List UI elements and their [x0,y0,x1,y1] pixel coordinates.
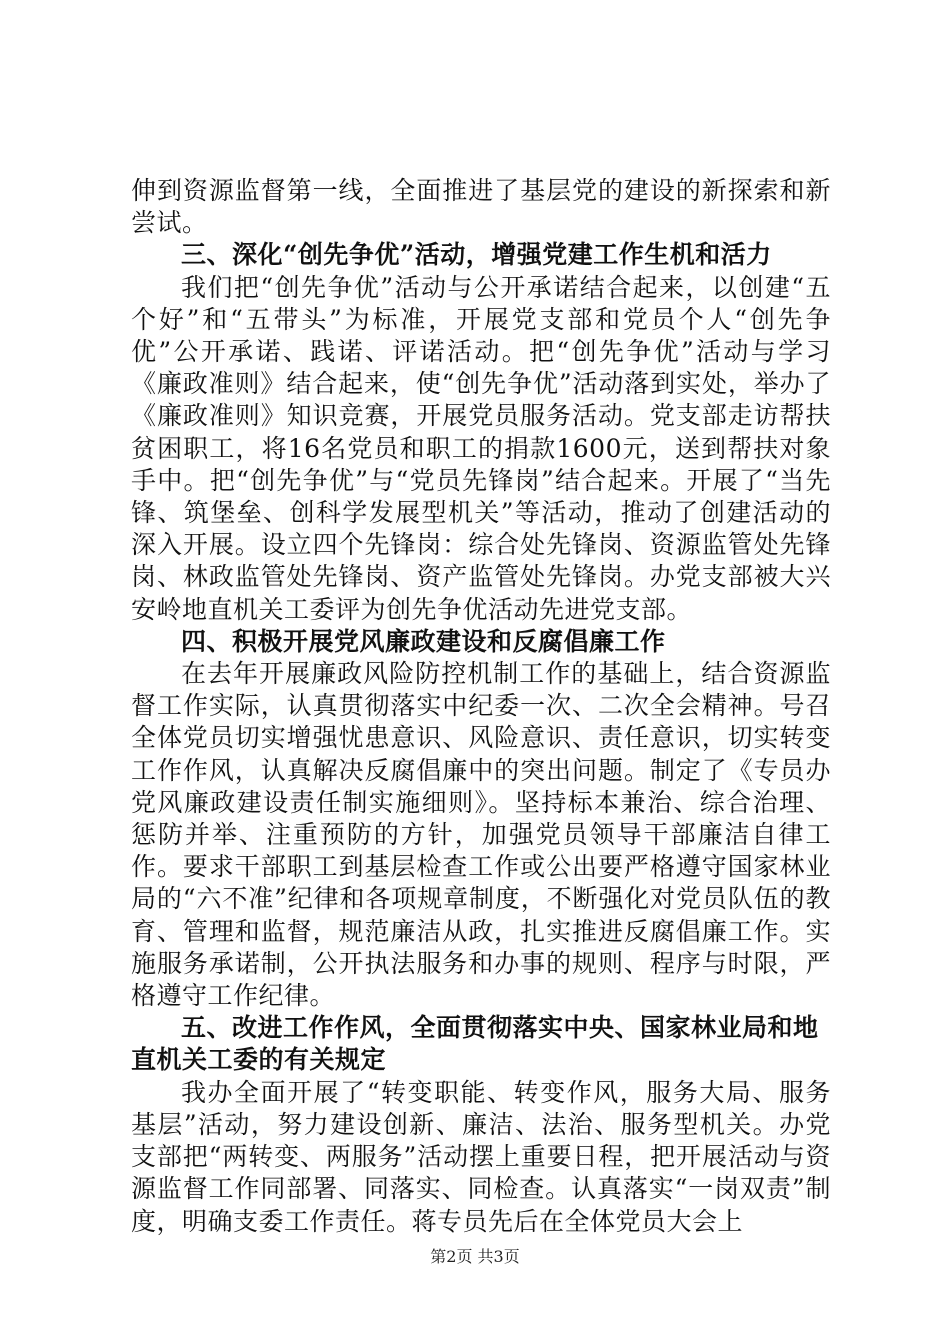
section-heading-5: 五、改进工作作风，全面贯彻落实中央、国家林业局和地直机关工委的有关规定 [131,1013,819,1075]
page-number-footer: 第2页 共3页 [430,1247,520,1266]
section-heading-4: 四、积极开展党风廉政建设和反腐倡廉工作 [181,626,666,656]
paragraph-section-3: 我们把“创先争优”活动与公开承诺结合起来，以创建“五个好”和“五带头”为标准，开展党支部和党员个人“创先争优”公开承诺、践诺、评诺活动。把“创先争优”活动与学习《廉政准则》结合起来，使“创先争优”活动落到实处，举办了《廉政准则》知识竞赛，开展党员服务活动。党支部走访帮扶贫困职工，将16名党员和职工的捐款1600元，送到帮扶对象手中。把“创先争优”与“党员先锋岗”结合起来。开展了“当先锋、筑堡垒、创科学发展型机关”等活动，推动了创建活动的深入开展。设立四个先锋岗：综合处先锋岗、资源监管处先锋岗、林政监管处先锋岗、资产监管处先锋岗。办党支部被大兴安岭地直机关工委评为创先争优活动先进党支部。 [131,272,831,624]
paragraph-section-5: 我办全面开展了“转变职能、转变作风，服务大局、服务基层”活动，努力建设创新、廉洁、法治、服务型机关。办党支部把“两转变、两服务”活动摆上重要日程，把开展活动与资源监督工作同部署、同落实、同检查。认真落实“一岗双责”制度，明确支委工作责任。蒋专员先后在全体党员大会上 [131,1077,831,1236]
paragraph-continuation: 伸到资源监督第一线，全面推进了基层党的建设的新探索和新尝试。 [131,176,831,238]
paragraph-section-4: 在去年开展廉政风险防控机制工作的基础上，结合资源监督工作实际，认真贯彻落实中纪委一次、二次全会精神。号召全体党员切实增强忧患意识、风险意识、责任意识，切实转变工作作风，认真解决反腐倡廉中的突出问题。制定了《专员办党风廉政建设责任制实施细则》。坚持标本兼治、综合治理、惩防并举、注重预防的方针，加强党员领导干部廉洁自律工作。要求干部职工到基层检查工作或公出要严格遵守国家林业局的“六不准”纪律和各项规章制度，不断强化对党员队伍的教育、管理和监督，规范廉洁从政，扎实推进反腐倡廉工作。实施服务承诺制，公开执法服务和办事的规则、程序与时限，严格遵守工作纪律。 [131,659,831,1011]
document-body [131,175,831,1238]
section-heading-3: 三、深化“创先争优”活动，增强党建工作生机和活力 [181,240,772,270]
